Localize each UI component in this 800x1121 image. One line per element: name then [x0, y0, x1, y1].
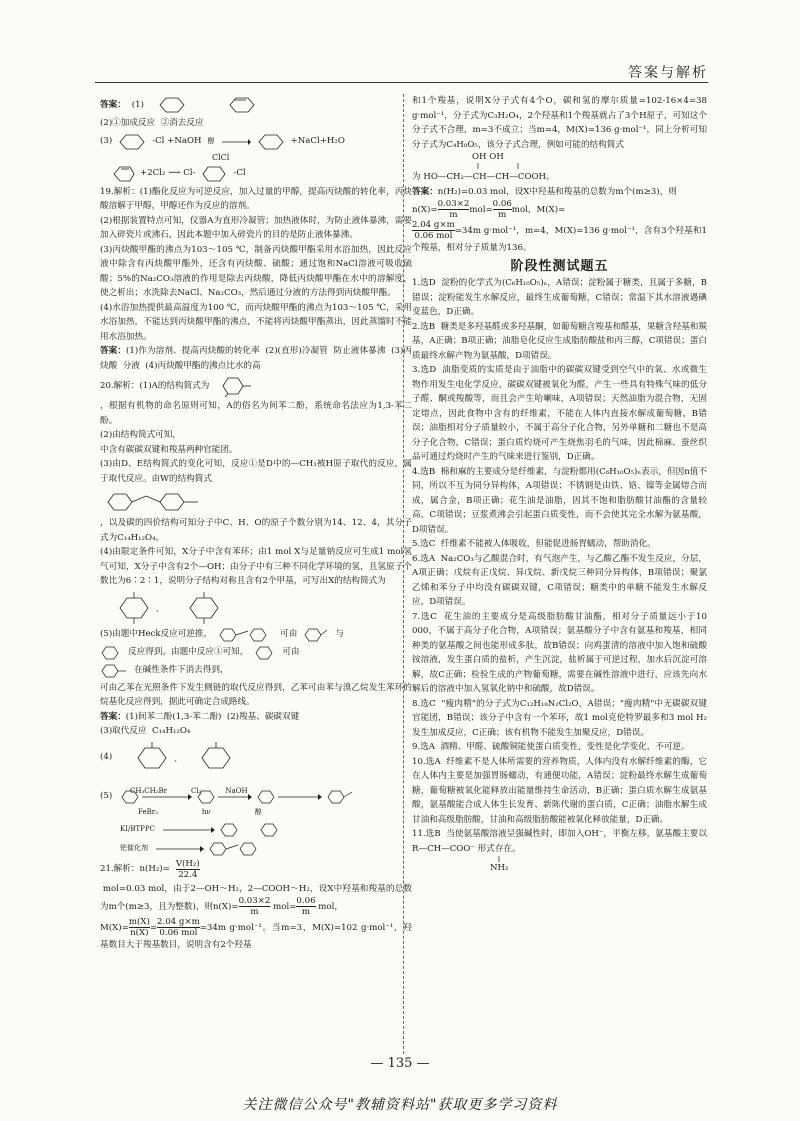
question-21-c: mol=	[270, 902, 297, 912]
answer-21-frac1	[438, 199, 470, 220]
answer-20-part4-label: (4)	[100, 752, 113, 763]
test-answer-6: 6.选A Na₂CO₃与乙酸混合时，有气泡产生，与乙酸乙酯不发生反应，分层，A项正确；戊烷有正戊烷、异戊烷、新戊烷三种同分异构体，B项错误；聚氯乙烯和苯分子中均没有碳碳双键，C项错误；糖类中的单糖不能发生水解反应，D项错误。	[412, 553, 707, 607]
structure-cyclohexene-pair	[150, 96, 270, 114]
question-20-intro: 20.解析：(1)A的结构简式为	[100, 380, 210, 391]
section-heading: 阶段性测试题五	[510, 258, 609, 274]
structure-tetrachloro-ring	[201, 165, 227, 183]
footer-watermark: 关注微信公众号"教辅资料站"获取更多学习资料	[242, 1097, 558, 1113]
question-20-x-structures	[100, 591, 412, 625]
question-21-g: =34m g·mol⁻¹。当m=3，M(X)=102 g·mol⁻¹，羟基数目大于羧基数目，说明含有2个羟基	[100, 923, 412, 950]
structure-chloroethylbenzene	[100, 663, 128, 679]
question-21-frac3-bottom: m	[301, 907, 311, 917]
question-21-frac5-bottom: 0.06 mol	[159, 928, 198, 938]
answer-18-part2: (2)①加成反应 ②消去反应	[100, 118, 204, 128]
question-20-heck-e: 可由	[282, 647, 300, 658]
answer-18-line3	[100, 133, 412, 151]
question-21-frac1-bottom: 22.4	[178, 869, 198, 880]
answer-18-chlorination: +2Cl₂ ⟶ Cl-	[140, 168, 196, 179]
answer-21-e-text: =34m g·mol⁻¹，m=4，M(X)=136 g·mol⁻¹，含有3个羟基和1个羧基，相对分子质量为136。	[412, 226, 707, 253]
synthesis-reagent-5: 钯催化剂	[120, 844, 148, 853]
question-21-frac4-top: m(X)	[128, 917, 150, 927]
synthesis-step-4-diagram	[161, 821, 301, 839]
question-20-part2: 中含有碳碳双键和羧基两种官能团。 (3)由D、E结构简式的变化可知，反应①是D中的—CH₃被H原子取代的反应，属于取代反应。由W的结构简式	[100, 444, 412, 484]
test-answer-4: 4.选B 棉和麻的主要成分是纤维素，与淀粉都用(C₆H₁₀O₅)ₙ表示，但因n值不同，所以不互为同分异构体，A项错误；不锈钢是由铁、铬、镍等金属熔合而成，属合金，B项正确；花生油是油脂，因其不饱和脂肪酸甘油酯的含量较高，C项错误；豆浆煮沸会引起蛋白质变性，而不会使其完全水解为氨基酸，D项错误。	[412, 466, 707, 535]
question-20-heck-row3	[100, 663, 412, 679]
test-answer-3: 3.选D 油脂变质的实质是由于油脂中的碳碳双键受到空气中的氧、水或微生物作用发生电化学反应，碳碳双键被氧化为醛，产生一些具有特殊气味的低分子醛、酮或羧酸等，而且会产生哈喇味，A项错误；天然油脂为混合物，无固定熔点，因此食物中含有的纤维素，不能在人体内直接水解成葡萄糖，B错误；油脂相对分子质量较小，不属于高分子化合物，另外单糖和二糖也不是高分子化合物，C错误；蛋白质灼烧可产生烧焦羽毛的气味，因此棉麻、蚕丝织品可通过灼烧时产生的气味来进行鉴别，D正确。	[412, 365, 707, 462]
answer-20-text: (1)间苯二酚(1,3-苯二酚) (2)羧基、碳碳双键 (3)取代反应 C₁₄H₁₂O₄	[100, 711, 300, 736]
answer-21-frac2	[493, 199, 512, 220]
header-rule	[95, 82, 708, 83]
answer-21-frac2-bottom: m	[498, 210, 507, 220]
question-19-analysis: 19.解析：(1)酯化反应为可逆反应，加入过量的甲醇，提高丙炔酸的转化率，丙炔酸溶解于甲醇，甲醇还作为反应的溶剂。 (2)根据装置特点可知，仪器A为直形冷凝管；加热液体时，为防止液体暴沸，需要加入碎瓷片或沸石，因此本题中加入碎瓷片的目的是防止液体暴沸。 (3)丙炔酸甲酯的沸点为103～105 ℃，制备丙炔酸甲酯采用水浴加热，因此反应液中除含有丙炔酸甲酯外，还含有丙炔酸、硫酸；通过饱和NaCl溶液可吸收硫酸；5%的Na₂CO₃溶液的作用是除去丙炔酸，降低丙炔酸甲酯在水中的溶解度，使之析出；水洗除去NaCl、Na₂CO₃，然后通过分液的方法得到丙炔酸甲酯。 (4)水浴加热提供最高温度为100 ℃，而丙炔酸甲酯的沸点为103～105 ℃，采用水浴加热，不能达到丙炔酸甲酯的沸点，不能将丙炔酸甲酯蒸出，因此蒸馏时不能用水浴加热。	[100, 186, 412, 342]
answer-21-a	[412, 185, 707, 200]
question-21-frac1	[176, 859, 200, 880]
answer-18-reagent: -Cl +NaOH	[152, 136, 202, 147]
structure-stilbene-small	[218, 627, 274, 643]
synthesis-route-diagram	[118, 777, 388, 817]
question-20-heck-row2	[100, 645, 412, 661]
question-21-frac2	[239, 896, 271, 917]
answer-21-frac1-top: 0.03×2	[437, 199, 470, 209]
question-20-part1: ，根据有机物的命名原则可知，A的俗名为间苯二酚，系统命名法应为1,3-苯二酚。 (2)由结构简式可知，	[100, 401, 412, 440]
question-21-b	[100, 882, 412, 918]
question-20-heck-f: 在碱性条件下消去得到，	[134, 665, 229, 676]
question-21-frac4-bottom: n(X)	[130, 928, 149, 938]
test-answer-11: 11.选B 当使氨基酸溶液呈强碱性时，即加入OH⁻，平衡左移，氨基酸主要以 R—CH—COO⁻ 形式存在。	[412, 829, 710, 854]
answer-18-chloro-suffix: -Cl	[233, 168, 246, 179]
question-20-heck-a: (5)由题中Heck反应可逆推，	[100, 629, 213, 640]
answer-20	[100, 710, 412, 739]
structure-cyclohexadiene	[100, 165, 134, 183]
structure-x-isomers	[100, 591, 260, 625]
question-20-heck-c: 与	[335, 629, 344, 640]
question-20-w-structure	[100, 488, 412, 514]
synthesis-step-5-diagram	[154, 841, 264, 857]
answer-21-label: 答案：	[412, 186, 438, 197]
structure-cyclohexene	[257, 133, 285, 151]
answer-19	[100, 344, 412, 373]
synthesis-reagent-1b: FeBr₃	[138, 807, 158, 816]
answer-19-label: 答案：	[100, 346, 127, 356]
svg-text:、: 、	[156, 603, 164, 613]
answer-18-products: +NaCl+H₂O	[290, 136, 345, 147]
structure-resorcinol	[215, 375, 255, 397]
test-answer-10: 10.选A 纤维素不是人体所需要的营养物质，人体内没有水解纤维素的酶，它在人体内主要是加强胃肠蠕动，有通便功能，A错误；淀粉最终水解生成葡萄糖，葡萄糖被氧化能释放出能量维持生命活动，B正确；蛋白质水解生成氨基酸，氨基酸能合成人体生长发育、新陈代谢的蛋白质，C正确；油脂水解生成甘油和高级脂肪酸，甘油和高级脂肪酸能被氧化释放能量，D正确。	[412, 756, 707, 825]
question-21-row1	[100, 859, 412, 880]
answer-18-part1: (1)	[131, 99, 144, 110]
question-21-frac1-top: V(H₂)	[175, 858, 200, 869]
answer-21-frac3	[412, 220, 455, 241]
answer-21-d: mol，M(X)=	[511, 205, 566, 215]
question-21-frac3-top: 0.06	[296, 896, 316, 906]
svg-text:、: 、	[174, 753, 183, 763]
answer-21-frac2-top: 0.06	[492, 199, 512, 209]
question-20-heck-b: 可由	[280, 629, 298, 640]
question-21-b-text: mol=0.03 mol，由于2—OH～H₂，2—COOH～H₂，设X中羟基和羧基的总数为m个(m≥3，且为整数)，则n(X)=	[100, 883, 413, 912]
question-21-e	[100, 917, 412, 953]
question-21-continued: 和1个羧基，说明X分子式有4个O，碳和氢的摩尔质量=102-16×4=38 g·mol⁻¹，分子式为C₃H₂O₄，2个羟基和1个羧基就占了3个H原子，可知这个分子式不合理，m=3不成立；当m=4，M(X)=136 g·mol⁻¹，同上分析可知分子式为C₄H₈O₅，该分子式合理，例如可能的结构简式	[412, 96, 710, 150]
page-number: — 135 —	[370, 1056, 430, 1071]
answer-21-b	[412, 199, 707, 220]
answer-21-b-text: n(X)=	[412, 205, 438, 215]
answer-18-line4	[100, 165, 412, 183]
question-21-frac4	[129, 917, 150, 938]
question-21-a: 21.解析：n(H₂)=	[100, 863, 170, 874]
answer-21-frac3-bottom: 0.06 mol	[414, 231, 453, 241]
synthesis-reagent-3b: 醇	[254, 807, 262, 816]
question-21-frac5-top: 2.04 g×m	[157, 917, 200, 927]
synthesis-reagent-2b: hν	[201, 807, 211, 816]
structure-styrene	[303, 627, 329, 643]
test-answer-2: 2.选B 糖类是多羟基醛或多羟基酮，如葡萄糖含羧基和醛基，果糖含羟基和羰基，A正确；B项正确；油脂皂化反应生成脂肪酸盐和丙三醇，C项错误；蛋白质最终水解产物为氨基酸，D项错误。	[412, 321, 707, 361]
answer-21-c: mol=	[469, 205, 493, 215]
test-answer-1: 1.选D 淀粉的化学式为(C₆H₁₀O₅)ₙ，A错误；淀粉属于糖类，且属于多糖，B错误；淀粉能发生水解反应，最终生成葡萄糖，C错误；常温下其水溶液遇碘变蓝色，D正确。	[412, 278, 707, 317]
test-answer-11-bond	[494, 856, 707, 863]
answer-18-condition: 醇	[207, 137, 215, 146]
question-20-heck-row	[100, 627, 412, 643]
answer-18-part3: (3)	[100, 136, 113, 147]
synthesis-reagent-3: NaOH	[225, 786, 248, 795]
synthesis-reagent-2: Cl₂	[191, 786, 202, 795]
question-21-frac2-top: 0.03×2	[238, 896, 271, 906]
structure-iodobenzene	[100, 645, 122, 661]
question-20-heck-g: 可由乙苯在光照条件下发生侧链的取代反应得到，乙苯可由苯与溴乙烷发生苯环的烷基化反应得到，据此可确定合成路线。	[100, 682, 412, 707]
question-21-bonds	[472, 163, 707, 170]
question-21-frac3	[296, 896, 315, 917]
right-column	[412, 94, 710, 1046]
question-21-oh-groups: OH OH	[472, 152, 504, 162]
question-21-e-text: M(X)=	[100, 923, 129, 933]
structure-answer-x-isomers	[118, 741, 268, 775]
answer-21-e	[412, 220, 707, 256]
question-21-frac5	[157, 917, 200, 938]
answer-18-line1	[100, 96, 412, 114]
structure-w-stilbene	[100, 488, 220, 514]
question-21-f: =	[149, 923, 158, 933]
reaction-arrow	[221, 136, 251, 148]
question-21-frac2-bottom: m	[250, 907, 259, 917]
answer-18-label: 答案：	[100, 99, 126, 110]
synthesis-step-4	[120, 821, 412, 839]
test-answer-5: 5.选C 纤维素不能被人体吸收，但能促进肠胃蠕动，帮助消化。	[412, 539, 656, 549]
question-20-intro-row	[100, 375, 412, 397]
answer-21-frac1-bottom: m	[449, 210, 458, 220]
answer-19-text: (1)作为溶剂、提高丙炔酸的转化率 (2)(直形)冷凝管 防止液体暴沸 (3)丙炔酸 分液 (4)丙炔酸甲酯的沸点比水的高	[100, 346, 412, 371]
answer-20-part4	[100, 741, 412, 775]
answer-21-a-text: n(H₂)=0.03 mol，设X中羟基和羧基的总数为m个(m≥3)，则	[437, 186, 677, 197]
left-column	[100, 94, 412, 1046]
answer-20-label: 答案：	[100, 711, 126, 722]
synthesis-reagent-1: CH₃CH₂Br	[130, 786, 168, 795]
test-answer-11-nh2: NH₂	[490, 863, 509, 873]
answer-20-part5-label: (5)	[100, 791, 113, 802]
header-title: 答案与解析	[628, 65, 708, 81]
question-21-structure: 为 HO—CH₂—CH—CH—COOH。	[412, 172, 555, 182]
structure-styrene-2	[254, 645, 276, 661]
test-answer-8: 8.选C "瘦肉精"的分子式为C₁₂H₁₈N₂Cl₂O，A错误；"瘦肉精"中无碳碳双键官能团，B错误；该分子中含有一个苯环，故1 mol克伦特罗最多和3 mol H₂发生加成反应，C正确；该有机物不能发生加聚反应，D错误。	[412, 698, 707, 738]
test-answer-7: 7.选C 花生油的主要成分是高级脂肪酸甘油酯，相对分子质量远小于10 000，不属于高分子化合物，A项错误；氨基酸分子中含有氨基和羧基，相同种类的氨基酸之间也能形成多肽，故B错误；向鸡蛋清的溶液中加入饱和硫酸铵溶液，发生蛋白质的盐析，产生沉淀，盐析属于可逆过程，加水后沉淀可溶解，故C正确；检验生成的产物葡萄糖，需要在碱性溶液中进行，应该先向水解后的溶液中加入氢氧化钠中和硫酸，故D错误。	[412, 611, 710, 694]
test-answer-9: 9.选A 酒精、甲醛、硫酸铜能使蛋白质变性，变性是化学变化，不可逆。	[412, 742, 690, 752]
question-21-d: mol，	[315, 902, 343, 912]
question-20-heck-d: 反应得到。由题中反应①可知，	[128, 647, 249, 658]
answer-18-dichloro-label: ClCl	[212, 152, 230, 162]
synthesis-step-5	[120, 841, 412, 857]
structure-chlorocyclohexane	[118, 133, 146, 151]
answer-21-frac3-top: 2.04 g×m	[412, 220, 455, 230]
bond-line-nh2	[494, 856, 504, 862]
synthesis-reagent-4: KI/BTPPC	[120, 825, 155, 834]
question-20-part3: ，以及碳的四价结构可知分子中C、H、O的原子个数分别为14、12、4，其分子式为C₁₄H₁₂O₄。 (4)由限定条件可知，X分子中含有苯环；由1 mol X与足量钠反应可生成1 mol氢气可知，X分子中含有2个—OH；由分子中有三种不同化学环境的氢，且氢原子个数比为6∶2∶1，说明分子结构对称且含有2个甲基，可写出X的结构简式为	[100, 518, 412, 586]
bond-lines	[472, 163, 552, 169]
